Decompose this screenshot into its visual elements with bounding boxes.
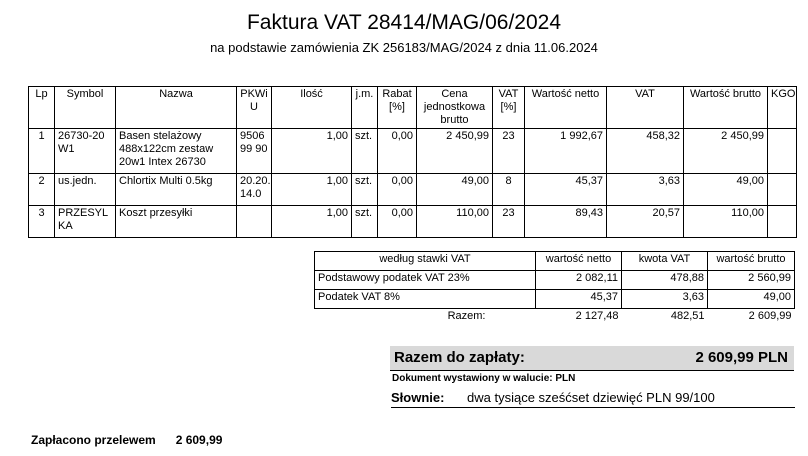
- col-nazwa: Nazwa: [116, 87, 237, 129]
- cell-vat-pct: 23: [493, 206, 525, 238]
- cell-pkwiu: 9506 99 90: [237, 129, 272, 174]
- col-rabat: Rabat [%]: [378, 87, 417, 129]
- invoice-subtitle: na podstawie zamówienia ZK 256183/MAG/2024 z dnia 11.06.2024: [210, 40, 598, 55]
- cell-kgo: [768, 174, 797, 206]
- vat-rate: Podstawowy podatek VAT 23%: [315, 271, 536, 290]
- col-vat-pct: VAT [%]: [493, 87, 525, 129]
- col-brutto: Wartość brutto: [684, 87, 768, 129]
- cell-brutto: 49,00: [684, 174, 768, 206]
- vat-brutto: 2 560,99: [708, 271, 795, 290]
- cell-jm: szt.: [352, 129, 378, 174]
- col-vat: VAT: [607, 87, 684, 129]
- cell-symbol: us.jedn.: [55, 174, 116, 206]
- cell-brutto: 110,00: [684, 206, 768, 238]
- vat-total-brutto: 2 609,99: [748, 310, 792, 322]
- table-row: [315, 290, 795, 309]
- cell-kgo: [768, 206, 797, 238]
- cell-ilosc: 1,00: [272, 174, 352, 206]
- cell-jm: szt.: [352, 206, 378, 238]
- amount-in-words: [391, 389, 795, 408]
- vat-total-row: [315, 309, 795, 328]
- cell-pkwiu: [237, 206, 272, 238]
- col-kgo: KGO: [768, 87, 797, 129]
- paid-by-transfer: [31, 433, 222, 447]
- vat-total-label: Razem:: [447, 310, 486, 322]
- cell-cena: 110,00: [417, 206, 493, 238]
- cell-lp: 2: [29, 174, 55, 206]
- vat-col-netto: wartość netto: [536, 252, 622, 271]
- col-netto: Wartość netto: [525, 87, 607, 129]
- cell-pkwiu: 20.20. 14.0: [237, 174, 272, 206]
- vat-summary-table: [314, 251, 795, 327]
- total-due-bar: [390, 346, 794, 371]
- cell-vat: 20,57: [607, 206, 684, 238]
- vat-header-row: [315, 252, 795, 271]
- cell-netto: 1 992,67: [525, 129, 607, 174]
- cell-ilosc: 1,00: [272, 129, 352, 174]
- cell-ilosc: 1,00: [272, 206, 352, 238]
- table-row: [29, 206, 797, 238]
- col-symbol: Symbol: [55, 87, 116, 129]
- currency-note: Dokument wystawiony w walucie: PLN: [392, 373, 576, 384]
- vat-col-brutto: wartość brutto: [708, 252, 795, 271]
- cell-rabat: 0,00: [378, 129, 417, 174]
- col-cena: Cena jednostkowa brutto: [417, 87, 493, 129]
- cell-brutto: 2 450,99: [684, 129, 768, 174]
- cell-lp: 3: [29, 206, 55, 238]
- cell-netto: 45,37: [525, 174, 607, 206]
- cell-symbol: PRZESYL KA: [55, 206, 116, 238]
- paid-label: Zapłacono przelewem: [31, 433, 156, 447]
- vat-col-rate: według stawki VAT: [315, 252, 536, 271]
- vat-brutto: 49,00: [708, 290, 795, 309]
- table-row: [315, 271, 795, 290]
- col-pkwiu: PKWi U: [237, 87, 272, 129]
- paid-amount: 2 609,99: [175, 433, 223, 447]
- vat-netto: 2 082,11: [536, 271, 622, 290]
- cell-lp: 1: [29, 129, 55, 174]
- cell-netto: 89,43: [525, 206, 607, 238]
- items-header-row: [29, 87, 797, 129]
- cell-jm: szt.: [352, 174, 378, 206]
- vat-netto: 45,37: [536, 290, 622, 309]
- vat-total-kwota: 482,51: [670, 310, 705, 322]
- cell-cena: 2 450,99: [417, 129, 493, 174]
- cell-vat: 3,63: [607, 174, 684, 206]
- table-row: [29, 174, 797, 206]
- cell-nazwa: Chlortix Multi 0.5kg: [116, 174, 237, 206]
- cell-nazwa: Basen stelażowy 488x122cm zestaw 20w1 Intex 26730: [116, 129, 237, 174]
- col-lp: Lp: [29, 87, 55, 129]
- table-row: [29, 129, 797, 174]
- cell-rabat: 0,00: [378, 206, 417, 238]
- words-text: dwa tysiące sześćset dziewięć PLN 99/100: [467, 390, 715, 405]
- items-table: [28, 86, 797, 238]
- col-jm: j.m.: [352, 87, 378, 129]
- total-due-label: Razem do zapłaty:: [394, 349, 525, 366]
- total-due-amount: 2 609,99 PLN: [695, 349, 788, 366]
- vat-col-kwota: kwota VAT: [622, 252, 708, 271]
- cell-cena: 49,00: [417, 174, 493, 206]
- vat-total-netto: 2 127,48: [575, 310, 619, 322]
- cell-vat-pct: 23: [493, 129, 525, 174]
- cell-kgo: [768, 129, 797, 174]
- cell-nazwa: Koszt przesyłki: [116, 206, 237, 238]
- cell-vat: 458,32: [607, 129, 684, 174]
- vat-rate: Podatek VAT 8%: [315, 290, 536, 309]
- col-ilosc: Ilość: [272, 87, 352, 129]
- vat-kwota: 478,88: [622, 271, 708, 290]
- invoice-title: Faktura VAT 28414/MAG/06/2024: [246, 11, 561, 34]
- vat-kwota: 3,63: [622, 290, 708, 309]
- cell-vat-pct: 8: [493, 174, 525, 206]
- cell-symbol: 26730-20 W1: [55, 129, 116, 174]
- cell-rabat: 0,00: [378, 174, 417, 206]
- words-label: Słownie:: [391, 390, 445, 405]
